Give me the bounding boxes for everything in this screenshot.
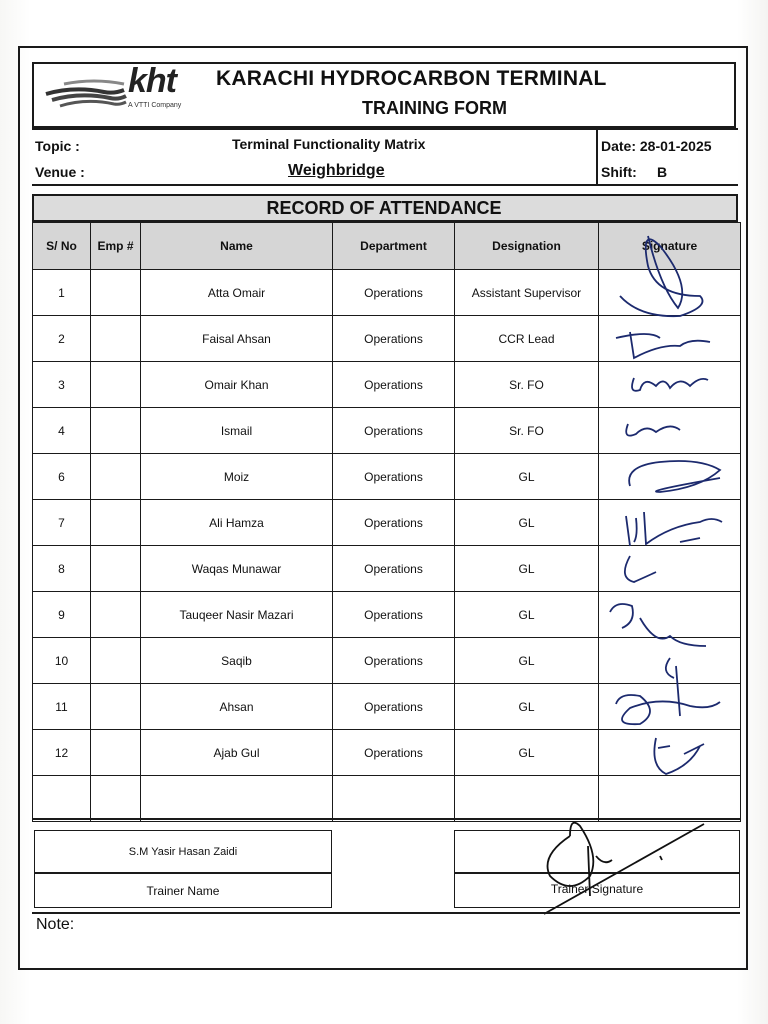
row-designation: CCR Lead: [455, 316, 599, 362]
row-emp: [91, 270, 141, 316]
row-department: Operations: [333, 684, 455, 730]
row-department: Operations: [333, 730, 455, 776]
venue-label: Venue :: [35, 164, 85, 180]
row-name: Waqas Munawar: [141, 546, 333, 592]
row-name: Omair Khan: [141, 362, 333, 408]
row-department: Operations: [333, 454, 455, 500]
row-sno: 10: [33, 638, 91, 684]
row-name: Atta Omair: [141, 270, 333, 316]
company-name: KARACHI HYDROCARBON TERMINAL: [216, 67, 607, 90]
row-sno: 11: [33, 684, 91, 730]
row-sno: 8: [33, 546, 91, 592]
header-name: Name: [141, 223, 333, 270]
divider: [34, 872, 332, 874]
row-department: Operations: [333, 500, 455, 546]
row-department: Operations: [333, 408, 455, 454]
divider: [32, 912, 740, 914]
row-emp: [91, 316, 141, 362]
header-designation: Designation: [455, 223, 599, 270]
signature-scribbles: [600, 226, 740, 786]
row-designation: GL: [455, 684, 599, 730]
row-sno: 12: [33, 730, 91, 776]
section-title: RECORD OF ATTENDANCE: [266, 198, 502, 218]
row-name: Tauqeer Nasir Mazari: [141, 592, 333, 638]
row-sno: [33, 776, 91, 822]
kht-logo-icon: [44, 68, 204, 118]
trainer-name-label: Trainer Name: [146, 884, 220, 898]
row-department: Operations: [333, 592, 455, 638]
row-emp: [91, 684, 141, 730]
row-emp: [91, 408, 141, 454]
shift-label: Shift:: [601, 164, 637, 180]
row-sno: 3: [33, 362, 91, 408]
row-name: Ismail: [141, 408, 333, 454]
row-department: Operations: [333, 270, 455, 316]
row-department: Operations: [333, 316, 455, 362]
divider: [32, 128, 738, 130]
header-sno: S/ No: [33, 223, 91, 270]
row-sno: 2: [33, 316, 91, 362]
row-designation: GL: [455, 730, 599, 776]
row-emp: [91, 546, 141, 592]
trainer-signature-label: Trainer Signature: [550, 882, 644, 896]
row-emp: [91, 638, 141, 684]
row-name: Moiz: [141, 454, 333, 500]
trainer-signature-icon: [540, 816, 720, 916]
row-sno: 1: [33, 270, 91, 316]
row-designation: GL: [455, 454, 599, 500]
note-label: Note:: [36, 916, 75, 933]
row-designation: [455, 776, 599, 822]
row-emp: [91, 362, 141, 408]
row-department: Operations: [333, 638, 455, 684]
row-name: Saqib: [141, 638, 333, 684]
header-department: Department: [333, 223, 455, 270]
row-sno: 9: [33, 592, 91, 638]
row-emp: [91, 592, 141, 638]
row-designation: GL: [455, 546, 599, 592]
row-name: Ajab Gul: [141, 730, 333, 776]
row-emp: [91, 776, 141, 822]
row-name: Ahsan: [141, 684, 333, 730]
logo-wordmark: kht: [128, 62, 176, 100]
row-name: Faisal Ahsan: [141, 316, 333, 362]
row-designation: Sr. FO: [455, 362, 599, 408]
row-department: [333, 776, 455, 822]
row-designation: GL: [455, 638, 599, 684]
trainer-name-value: S.M Yasir Hasan Zaidi: [128, 846, 238, 858]
logo-subtitle: A VTTI Company: [128, 102, 182, 109]
row-sno: 4: [33, 408, 91, 454]
shift-value: B: [657, 164, 668, 180]
row-designation: Assistant Supervisor: [455, 270, 599, 316]
row-emp: [91, 500, 141, 546]
header-signature: Signature: [599, 223, 741, 270]
row-department: Operations: [333, 546, 455, 592]
row-sno: 6: [33, 454, 91, 500]
topic-label: Topic :: [35, 138, 80, 154]
row-emp: [91, 730, 141, 776]
row-department: Operations: [333, 362, 455, 408]
form-title: TRAINING FORM: [362, 98, 507, 118]
row-designation: GL: [455, 500, 599, 546]
date-label: Date: 28-01-2025: [601, 138, 712, 154]
topic-value: Terminal Functionality Matrix: [232, 136, 426, 152]
divider: [596, 128, 598, 184]
venue-value: Weighbridge: [288, 162, 385, 179]
row-designation: GL: [455, 592, 599, 638]
header-emp: Emp #: [91, 223, 141, 270]
row-name: [141, 776, 333, 822]
divider: [32, 184, 738, 186]
row-name: Ali Hamza: [141, 500, 333, 546]
row-emp: [91, 454, 141, 500]
row-sno: 7: [33, 500, 91, 546]
row-designation: Sr. FO: [455, 408, 599, 454]
